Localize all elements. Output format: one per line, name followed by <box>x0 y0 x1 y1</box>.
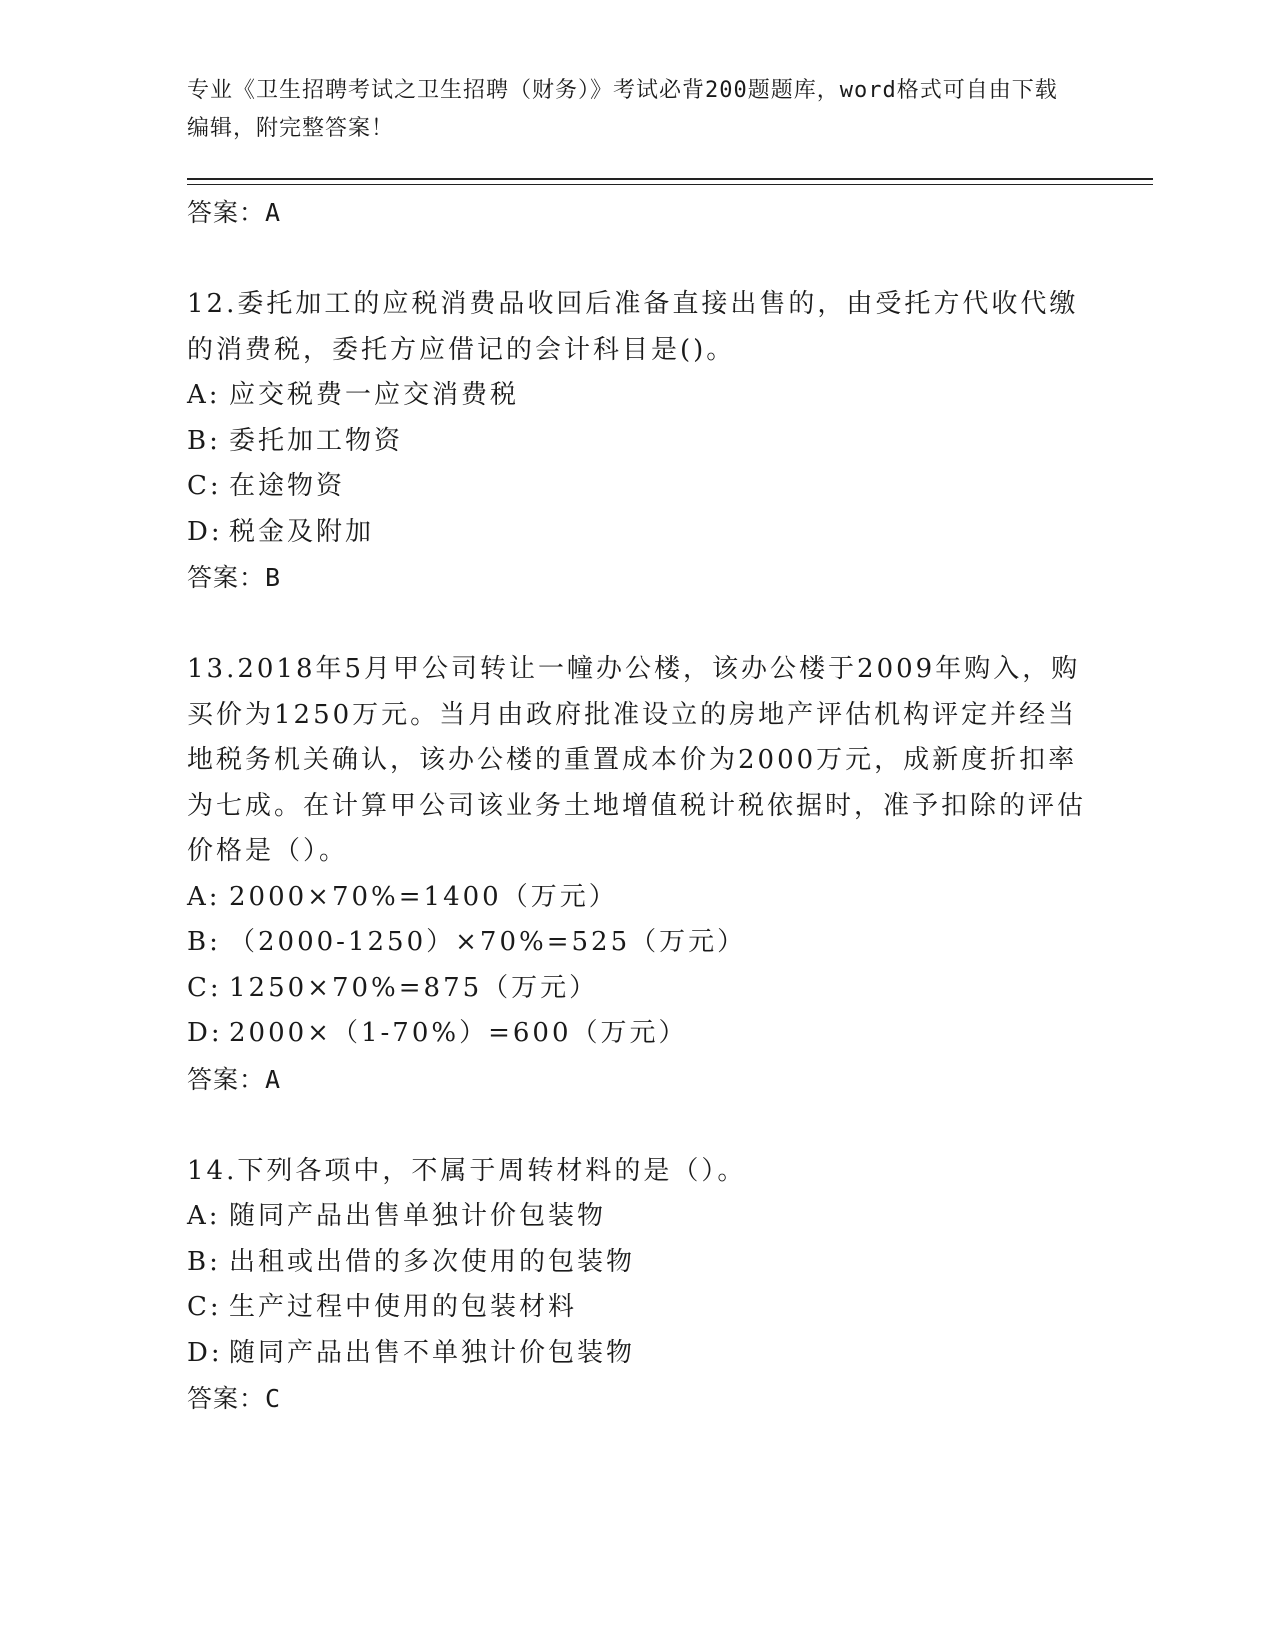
option-text: 税金及附加 <box>229 516 375 547</box>
option-letter: B: <box>187 1246 221 1277</box>
question-stem: 14.下列各项中，不属于周转材料的是（）。 <box>187 1155 747 1186</box>
option-d <box>187 1011 1087 1057</box>
question-14 <box>187 1149 1087 1423</box>
option-letter: C: <box>187 471 222 501</box>
answer-line: 答案：B <box>187 563 282 592</box>
option-c <box>187 1285 1087 1331</box>
option-text: 2000×（1-70%）=600（万元） <box>229 1018 688 1048</box>
option-text: （2000-1250）×70%=525（万元） <box>229 927 747 957</box>
option-a <box>187 1194 1087 1240</box>
option-text: 随同产品出售单独计价包装物 <box>229 1201 607 1231</box>
option-text: 出租或出借的多次使用的包装物 <box>229 1246 636 1277</box>
option-text: 2000×70%=1400（万元） <box>229 881 618 912</box>
option-letter: A: <box>187 1201 221 1231</box>
option-letter: A: <box>187 380 221 410</box>
option-d <box>187 1331 1087 1377</box>
option-letter: D: <box>187 1337 223 1368</box>
question-stem: 12.委托加工的应税消费品收回后准备直接出售的，由受托方代收代缴的消费税，委托方应借记的会计科目是()。 <box>187 289 1079 365</box>
option-text: 1250×70%=875（万元） <box>229 972 599 1003</box>
option-text: 随同产品出售不单独计价包装物 <box>229 1337 636 1368</box>
header-divider-thin <box>187 184 1153 185</box>
header-divider-thick <box>187 178 1153 180</box>
option-c <box>187 966 1087 1012</box>
option-text: 生产过程中使用的包装材料 <box>229 1292 578 1322</box>
option-c <box>187 464 1087 510</box>
option-letter: B: <box>187 425 221 456</box>
option-letter: D: <box>187 1018 223 1048</box>
question-13 <box>187 647 1087 1103</box>
option-b <box>187 920 1087 966</box>
option-letter: A: <box>187 881 221 912</box>
question-stem: 13.2018年5月甲公司转让一幢办公楼，该办公楼于2009年购入，购买价为1250万元。当月由政府批准设立的房地产评估机构评定并经当地税务机关确认，该办公楼的重置成本价为2000万元，成新度折扣率为七成。在计算甲公司该业务土地增值税计税依据时，准予扣除的评估价格是（）。 <box>187 654 1087 866</box>
option-b <box>187 419 1087 465</box>
previous-answer: 答案：A <box>187 198 282 227</box>
option-text: 委托加工物资 <box>229 425 404 456</box>
option-letter: C: <box>187 972 222 1003</box>
option-a <box>187 373 1087 419</box>
answer-line: 答案：A <box>187 1064 282 1094</box>
option-b <box>187 1240 1087 1286</box>
option-text: 应交税费一应交消费税 <box>229 380 520 410</box>
question-list <box>187 190 1087 1422</box>
option-letter: D: <box>187 516 223 547</box>
question-12 <box>187 282 1087 601</box>
document-header: 专业《卫生招聘考试之卫生招聘（财务）》考试必背200题题库，word格式可自由下载编辑，附完整答案！ <box>187 78 1058 141</box>
answer-line: 答案：C <box>187 1384 282 1413</box>
option-letter: B: <box>187 927 221 957</box>
option-d <box>187 510 1087 556</box>
option-letter: C: <box>187 1292 222 1322</box>
option-a <box>187 875 1087 921</box>
option-text: 在途物资 <box>229 471 346 501</box>
